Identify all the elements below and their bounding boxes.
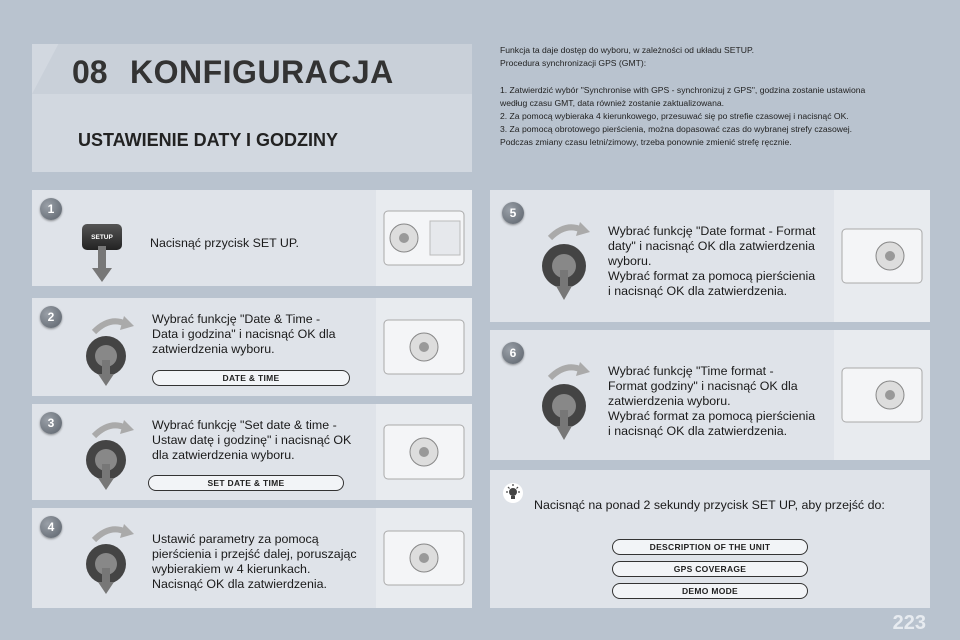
tip-text: Nacisnąć na ponad 2 sekundy przycisk SET UP, aby przejść do:	[534, 498, 885, 512]
intro-line: Procedura synchronizacji GPS (GMT):	[500, 58, 647, 68]
intro-text	[490, 44, 930, 172]
step-text-3: Wybrać funkcję "Set date & time - Ustaw datę i godzinę" i nacisnąć OK dla zatwierdzenia wyboru.	[152, 418, 352, 462]
intro-line: 3. Za pomocą obrotowego pierścienia, można dopasować czas do wybranej strefy czasowej.	[500, 124, 853, 134]
chapter-number: 08	[72, 54, 108, 90]
step-text-5: Wybrać funkcję "Date format - Format daty" i nacisnąć OK dla zatwierdzenia wyboru. Wybrać format za pomocą pierścienia i nacisnąć OK dla zatwierdzenia.	[608, 224, 816, 298]
menu-item-description-of-the-unit[interactable]: DESCRIPTION OF THE UNIT	[612, 539, 808, 555]
step-badge-4: 4	[40, 516, 62, 538]
step-text-4: Ustawić parametry za pomocą pierścienia i przejść dalej, poruszając wybierakiem w 4 kierunkach. Nacisnąć OK dla zatwierdzenia.	[152, 532, 357, 591]
step-badge-6: 6	[502, 342, 524, 364]
radio-unit-image	[376, 404, 472, 500]
lightbulb-icon	[502, 482, 524, 504]
radio-unit-image	[834, 190, 930, 322]
intro-line: 1. Zatwierdzić wybór "Synchronise with GPS - synchronizuj z GPS", godzina zostanie ustawiona	[500, 85, 866, 95]
chapter-title: KONFIGURACJA	[130, 54, 394, 90]
intro-line: według czasu GMT, data również zostanie zaktualizowana.	[500, 98, 725, 108]
arrow-down-icon	[92, 246, 112, 282]
intro-line: Podczas zmiany czasu letni/zimowy, trzeba ponownie zmienić strefę ręcznie.	[500, 137, 792, 147]
menu-item-set-date-time[interactable]: SET DATE & TIME	[148, 475, 344, 491]
menu-item-demo-mode[interactable]: DEMO MODE	[612, 583, 808, 599]
radio-unit-image	[376, 190, 472, 286]
rotary-knob-icon	[80, 518, 140, 599]
radio-unit-image	[376, 298, 472, 396]
intro-line: Funkcja ta daje dostęp do wyboru, w zależności od układu SETUP.	[500, 45, 754, 55]
radio-unit-image	[376, 508, 472, 608]
step-text-1: Nacisnąć przycisk SET UP.	[150, 236, 299, 250]
step-text-2: Wybrać funkcję "Date & Time - Data i godzina" i nacisnąć OK dla zatwierdzenia wyboru.	[152, 312, 336, 356]
setup-button[interactable]: SETUP	[82, 224, 122, 250]
rotary-knob-icon	[536, 356, 596, 445]
step-badge-3: 3	[40, 412, 62, 434]
rotary-knob-icon	[80, 310, 140, 391]
intro-line: 2. Za pomocą wybieraka 4 kierunkowego, przesuwać się po strefie czasowej i nacisnąć OK.	[500, 111, 849, 121]
page-number: 223	[892, 612, 926, 634]
radio-unit-image	[834, 330, 930, 460]
step-badge-5: 5	[502, 202, 524, 224]
menu-item-date-time[interactable]: DATE & TIME	[152, 370, 350, 386]
step-badge-2: 2	[40, 306, 62, 328]
rotary-knob-icon	[80, 414, 140, 495]
section-title: USTAWIENIE DATY I GODZINY	[78, 130, 339, 150]
rotary-knob-icon	[536, 216, 596, 305]
step-text-6: Wybrać funkcję "Time format - Format godziny" i nacisnąć OK dla zatwierdzenia wyboru. Wybrać format za pomocą pierścienia i nacisnąć OK dla zatwierdzenia.	[608, 364, 816, 438]
step-badge-1: 1	[40, 198, 62, 220]
menu-item-gps-coverage[interactable]: GPS COVERAGE	[612, 561, 808, 577]
